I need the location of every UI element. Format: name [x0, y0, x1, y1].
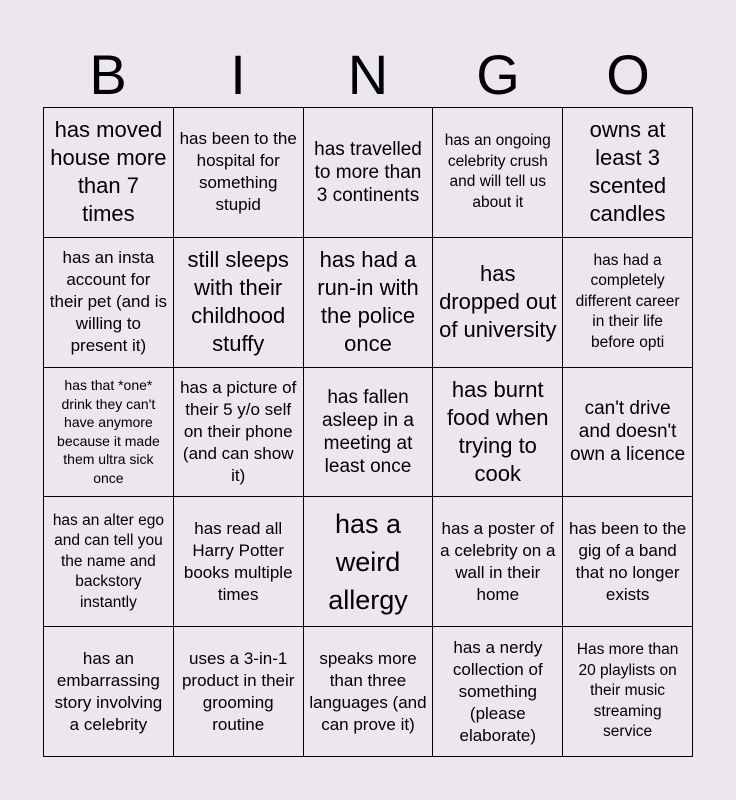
cell-text: still sleeps with their childhood stuffy [187, 247, 289, 357]
cell-text: has an embarrassing story involving a celebrity [54, 648, 163, 734]
cell-text: has an alter ego and can tell you the name and backstory instantly [52, 511, 164, 611]
bingo-cell[interactable] [44, 497, 174, 627]
header-letter-g: G [476, 43, 520, 106]
bingo-cell[interactable] [44, 368, 174, 498]
cell-text: has read all Harry Potter books multiple times [183, 518, 293, 604]
cell-text: has had a run-in with the police once [317, 247, 419, 357]
header-letter-n: N [347, 43, 389, 106]
bingo-cell[interactable] [563, 108, 693, 238]
cell-text: Has more than 20 playlists on their music streaming service [576, 641, 679, 741]
bingo-cell[interactable] [44, 238, 174, 368]
bingo-cell[interactable] [433, 497, 563, 627]
bingo-cell[interactable] [304, 627, 434, 757]
cell-text: has dropped out of university [439, 261, 557, 343]
header-letter-o: O [606, 43, 650, 106]
bingo-cell[interactable] [563, 368, 693, 498]
cell-text: has a weird allergy [328, 508, 408, 615]
cell-text: has an ongoing celebrity crush and will tell us about it [444, 132, 551, 211]
cell-text: has fallen asleep in a meeting at least once [322, 386, 414, 477]
bingo-cell[interactable] [44, 627, 174, 757]
bingo-cell[interactable] [174, 497, 304, 627]
bingo-cell[interactable] [174, 368, 304, 498]
cell-text: uses a 3-in-1 product in their grooming routine [181, 648, 295, 734]
bingo-cell[interactable] [304, 108, 434, 238]
cell-text: has a nerdy collection of something (please elaborate) [452, 637, 543, 745]
bingo-cell[interactable] [563, 497, 693, 627]
cell-text: has had a completely different career in their life before opti [575, 251, 680, 351]
cell-text: has a poster of a celebrity on a wall in their home [440, 518, 556, 604]
cell-text: has burnt food when trying to cook [447, 376, 549, 486]
cell-text: can't drive and doesn't own a licence [570, 398, 686, 466]
cell-text: has that *one* drink they can't have anymore because it made them ultra sick once [57, 377, 160, 486]
cell-text: has moved house more than 7 times [50, 117, 167, 227]
bingo-cell[interactable] [433, 108, 563, 238]
cell-text: speaks more than three languages (and can prove it) [309, 648, 427, 734]
bingo-cell[interactable] [433, 368, 563, 498]
bingo-cell[interactable] [304, 497, 434, 627]
bingo-cell[interactable] [304, 238, 434, 368]
cell-text: has been to the gig of a band that no longer exists [568, 518, 687, 604]
bingo-cell[interactable] [563, 238, 693, 368]
cell-text: has a picture of their 5 y/o self on their phone (and can show it) [180, 377, 297, 485]
cell-text: owns at least 3 scented candles [589, 117, 667, 227]
bingo-cell[interactable] [44, 108, 174, 238]
bingo-board [43, 107, 693, 757]
cell-text: has travelled to more than 3 continents [314, 138, 422, 206]
bingo-cell[interactable] [563, 627, 693, 757]
bingo-header [43, 44, 693, 106]
bingo-cell[interactable] [304, 368, 434, 498]
header-letter-b: B [89, 43, 127, 106]
cell-text: has an insta account for their pet (and is willing to present it) [49, 248, 167, 356]
bingo-cell[interactable] [433, 627, 563, 757]
bingo-cell[interactable] [433, 238, 563, 368]
bingo-cell[interactable] [174, 238, 304, 368]
bingo-cell[interactable] [174, 627, 304, 757]
bingo-cell[interactable] [174, 108, 304, 238]
header-letter-i: I [230, 43, 246, 106]
cell-text: has been to the hospital for something stupid [179, 129, 297, 215]
